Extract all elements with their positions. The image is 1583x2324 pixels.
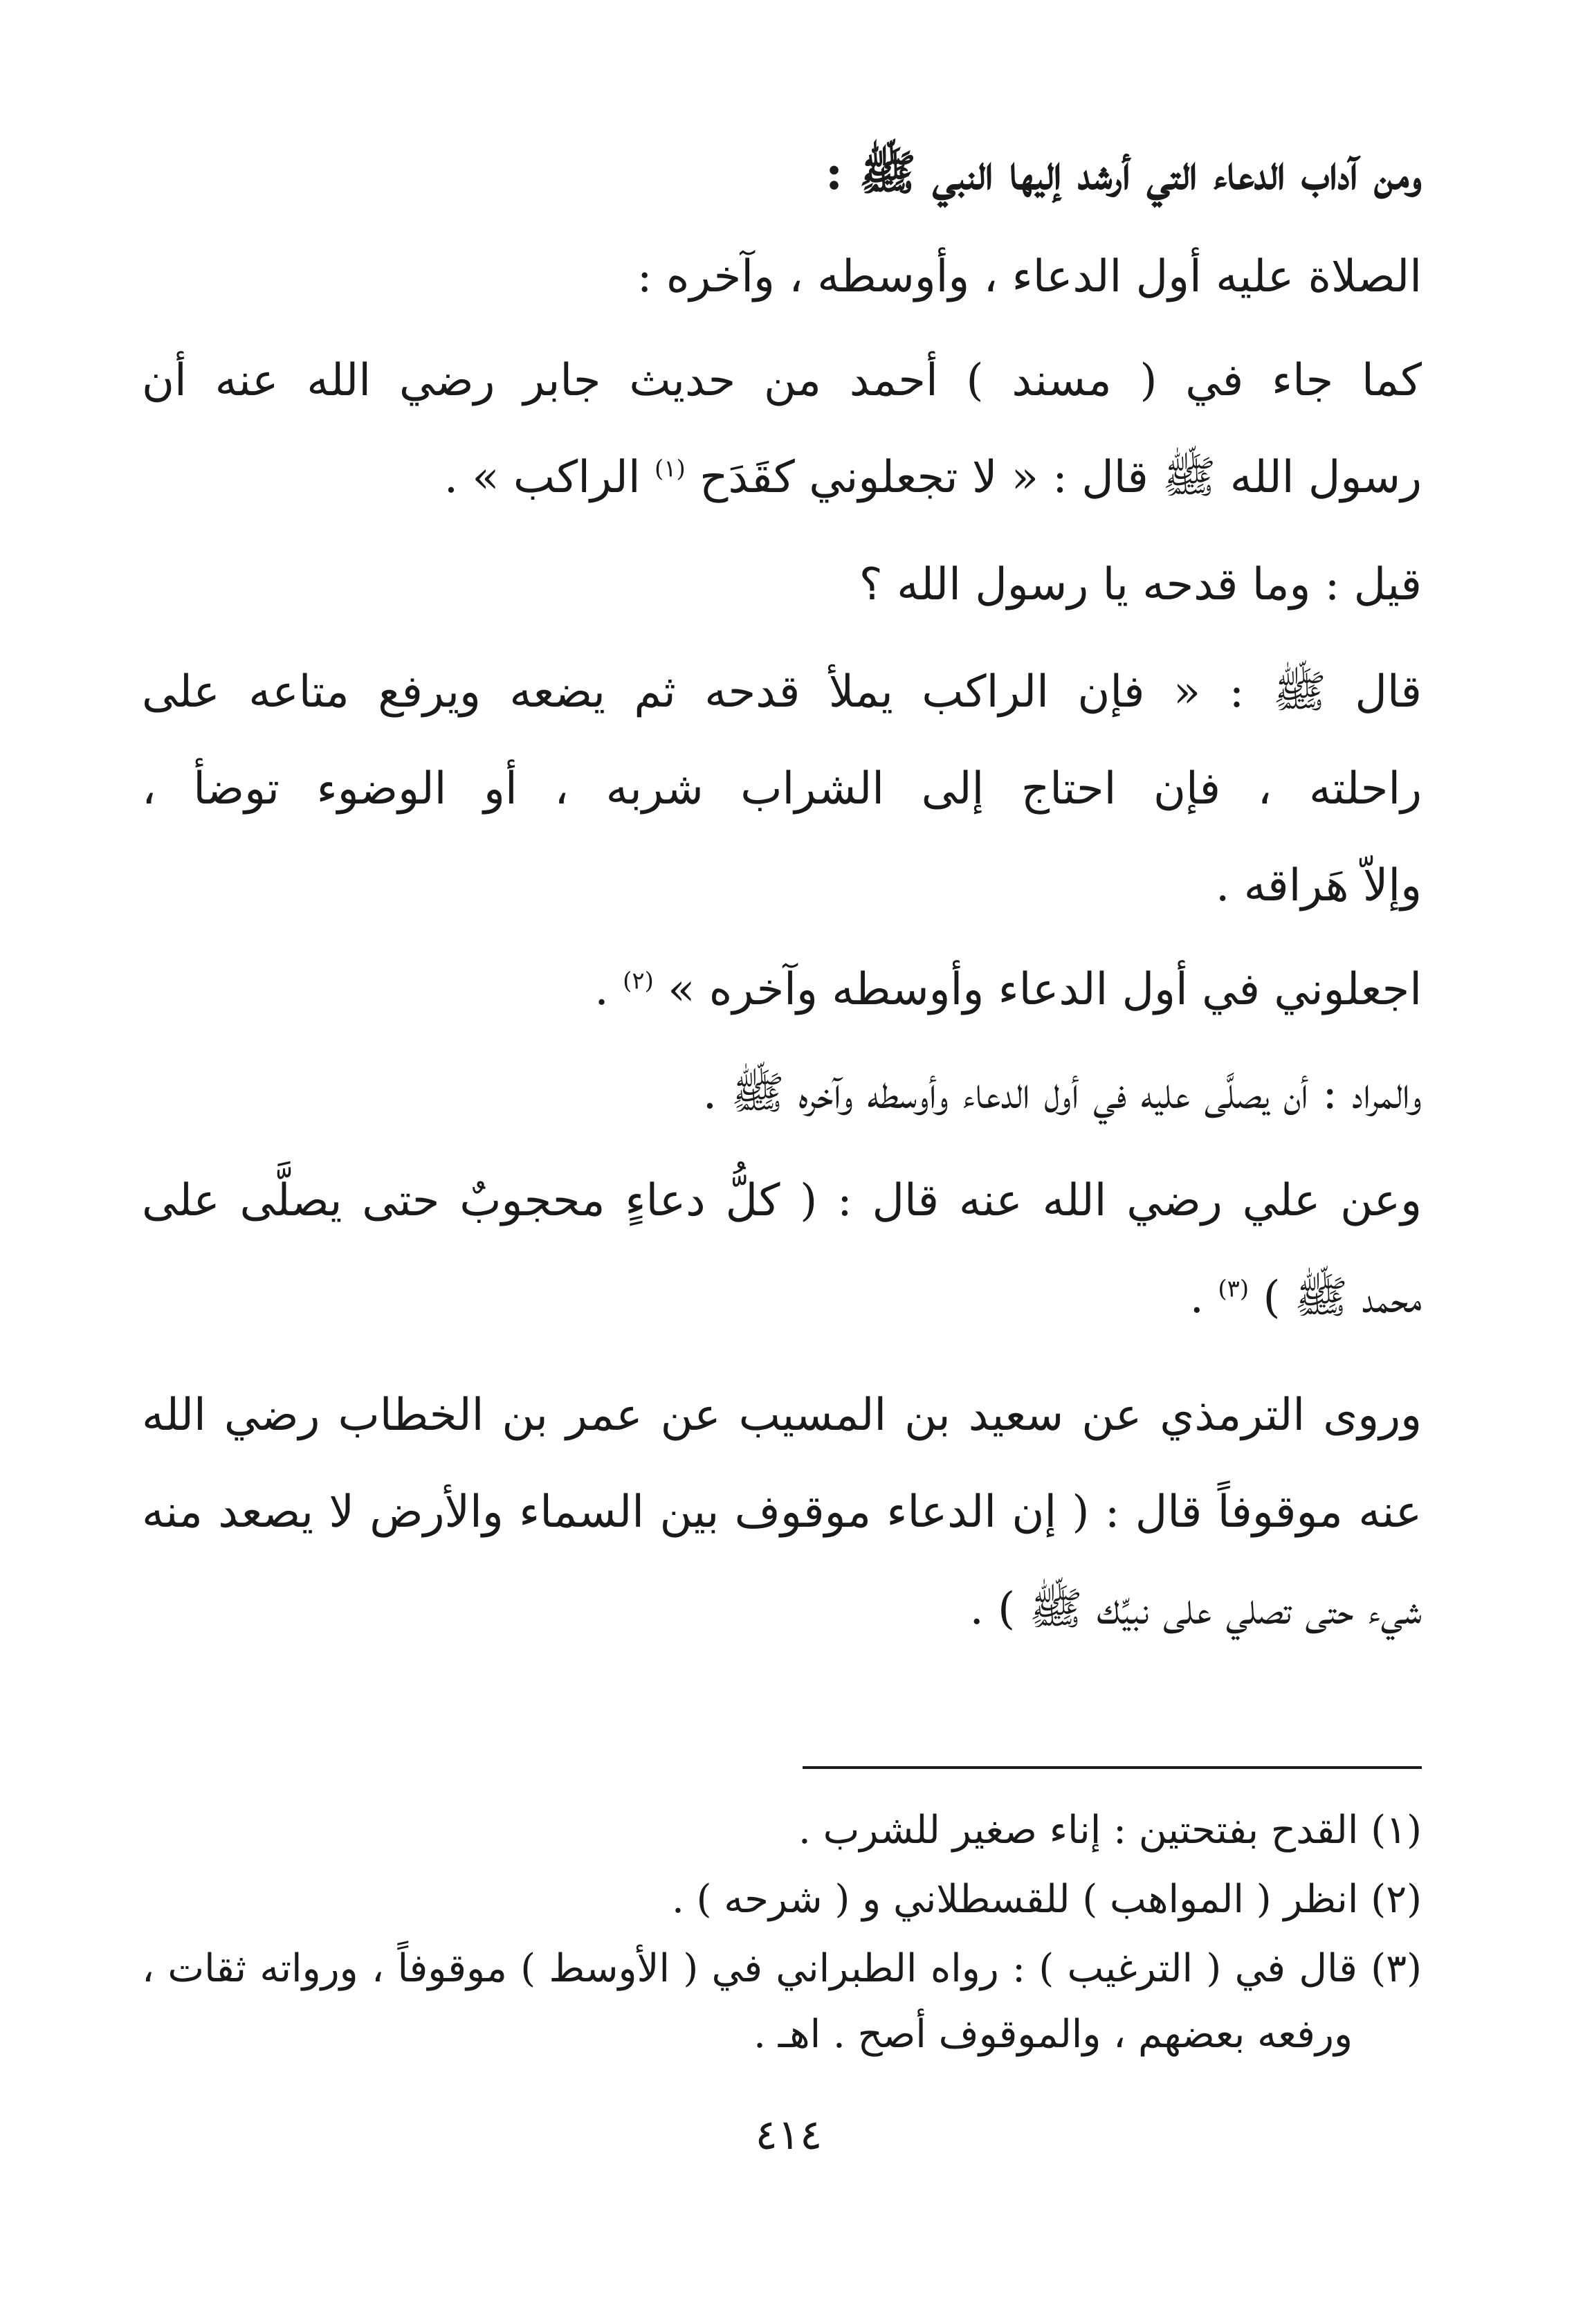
paragraph-tirmidhi-line-3: شيء حتى تصلي على نبيِّك ﷺ ) . <box>969 1583 1422 1635</box>
paragraph-question: قيل : وما قدحه يا رسول الله ؟ <box>859 559 1422 610</box>
footnote-2: (٢) انظر ( المواهب ) للقسطلاني و ( شرحه ) . <box>672 1877 1422 1922</box>
footnotes <box>142 0 1422 2076</box>
hadith-jabir-text-b: الراكب » . <box>443 452 641 503</box>
section-heading: ومن آداب الدعاء التي أرشد إليها النبي ﷺ : <box>825 145 1422 201</box>
paragraph-prayer-placement: الصلاة عليه أول الدعاء ، وأوسطه ، وآخره : <box>637 251 1422 302</box>
footnote-ref-2: (٢) <box>623 967 654 995</box>
paragraph-answer-line-2: راحلته ، فإن احتاج إلى الشراب شربه ، أو الوضوء توضأ ، <box>142 763 1422 815</box>
paragraph-ali-line-1: وعن علي رضي الله عنه قال : ( كلُّ دعاءٍ محجوبٌ حتى يصلَّى على <box>142 1175 1422 1226</box>
paragraph-hadith-jabir-line-1: كما جاء في ( مسند ) أحمد من حديث جابر رضي الله عنه أن <box>142 355 1422 406</box>
footnote-ref-3: (٣) <box>1218 1275 1250 1303</box>
paragraph-tirmidhi-line-2: عنه موقوفاً قال : ( إن الدعاء موقوف بين السماء والأرض لا يصعد منه <box>142 1487 1422 1538</box>
ali-text: محمد ﷺ ) <box>1263 1272 1422 1323</box>
footnote-3-line-1: (٣) قال في ( الترغيب ) : رواه الطبراني في ( الأوسط ) موقوفاً ، ورواته ثقات ، <box>142 1946 1422 1991</box>
footnote-ref-1: (١) <box>654 455 686 483</box>
hadith-jabir-text-a: رسول الله ﷺ قال : « لا تجعلوني كقَدَح <box>699 452 1422 503</box>
make-me-first-end: . <box>594 964 609 1015</box>
paragraph-meaning: والمراد : أن يصلَّى عليه في أول الدعاء وأوسطه وآخره ﷺ . <box>702 1068 1422 1119</box>
make-me-first-text: اجعلوني في أول الدعاء وأوسطه وآخره » <box>668 964 1422 1015</box>
page-number: ٤١٤ <box>755 2111 823 2159</box>
ali-end: . <box>1189 1272 1204 1323</box>
paragraph-answer-line-1: قال ﷺ : « فإن الراكب يملأ قدحه ثم يضعه ويرفع متاعه على <box>142 666 1422 718</box>
paragraph-tirmidhi-line-1: وروى الترمذي عن سعيد بن المسيب عن عمر بن الخطاب رضي الله <box>142 1390 1422 1441</box>
footnote-3-line-2: ورفعه بعضهم ، والموقوف أصح . اهـ . <box>753 2012 1353 2057</box>
paragraph-answer-line-3: وإلاّ هَراقه . <box>1216 860 1422 911</box>
footnote-1: (١) القدح بفتحتين : إناء صغير للشرب . <box>798 1808 1422 1853</box>
